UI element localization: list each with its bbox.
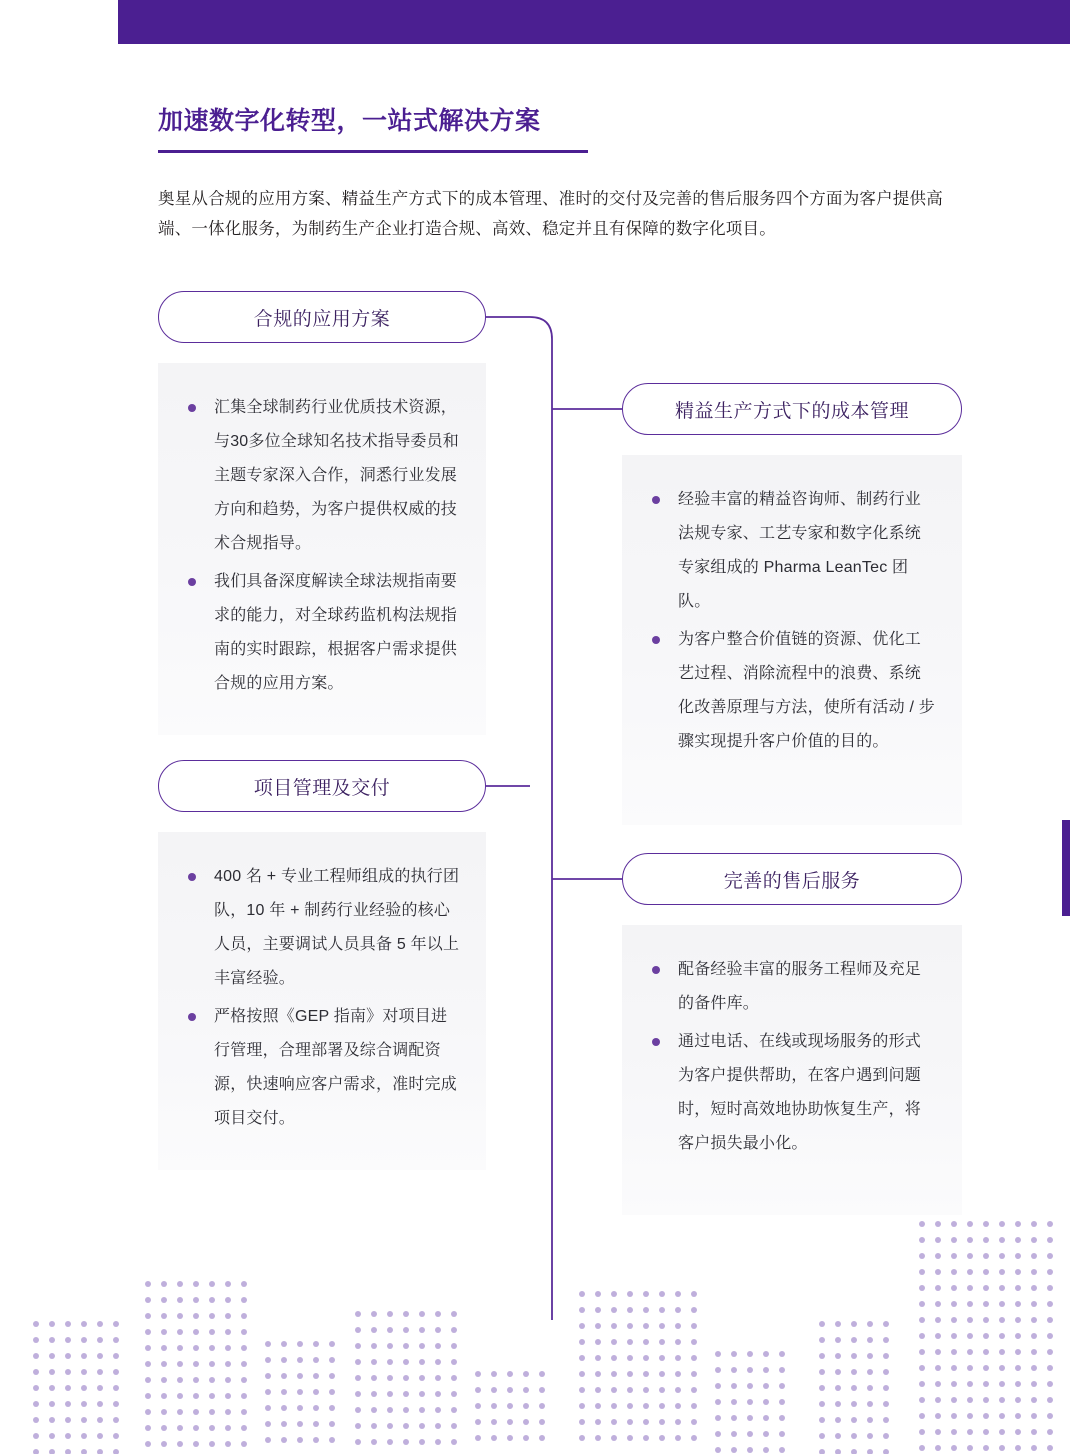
list-item xyxy=(184,1000,460,1136)
card-cost-label: 精益生产方式下的成本管理 xyxy=(674,400,909,422)
card-project-delivery xyxy=(158,760,486,1170)
list-item xyxy=(648,953,936,1021)
top-purple-band xyxy=(118,0,1070,44)
bullet-dot-icon xyxy=(188,578,196,586)
card-compliance-label: 合规的应用方案 xyxy=(253,308,391,330)
card-project-label: 项目管理及交付 xyxy=(253,777,391,799)
card-cost-panel xyxy=(622,455,962,825)
card-service-bullet-list xyxy=(648,953,936,1161)
card-project-bullet-list xyxy=(184,860,460,1136)
list-item-text: 汇集全球制药行业优质技术资源，与30多位全球知名技术指导委员和主题专家深入合作，洞悉行业发展方向和趋势，为客户提供权威的技术合规指导。 xyxy=(214,399,459,552)
page-title: 加速数字化转型，一站式解决方案 xyxy=(158,107,541,135)
card-service-tab[interactable] xyxy=(622,853,962,905)
right-edge-purple-tab xyxy=(1062,820,1070,916)
list-item-text: 通过电话、在线或现场服务的形式为客户提供帮助，在客户遇到问题时，短时高效地协助恢复生产，将客户损失最小化。 xyxy=(678,1033,922,1152)
list-item xyxy=(648,1025,936,1161)
card-compliance-bullet-list xyxy=(184,391,460,701)
intro-paragraph: 奥星从合规的应用方案、精益生产方式下的成本管理、准时的交付及完善的售后服务四个方面为客户提供高端、一体化服务，为制药生产企业打造合规、高效、稳定并且有保障的数字化项目。 xyxy=(158,190,943,238)
bullet-dot-icon xyxy=(652,496,660,504)
list-item-text: 严格按照《GEP 指南》对项目进行管理，合理部署及综合调配资源，快速响应客户需求，准时完成项目交付。 xyxy=(214,1008,458,1127)
bullet-dot-icon xyxy=(652,1038,660,1046)
card-service-panel xyxy=(622,925,962,1215)
card-cost-management xyxy=(622,383,962,825)
title-underline xyxy=(158,150,588,153)
list-item xyxy=(648,623,936,759)
list-item-text: 我们具备深度解读全球法规指南要求的能力，对全球药监机构法规指南的实时跟踪，根据客户需求提供合规的应用方案。 xyxy=(214,573,458,692)
card-compliance-tab[interactable] xyxy=(158,291,486,343)
bullet-dot-icon xyxy=(188,404,196,412)
list-item xyxy=(648,483,936,619)
card-cost-tab[interactable] xyxy=(622,383,962,435)
list-item-text: 400 名 + 专业工程师组成的执行团队，10 年 + 制药行业经验的核心人员，主要调试人员具备 5 年以上丰富经验。 xyxy=(214,868,460,987)
bullet-dot-icon xyxy=(652,966,660,974)
list-item-text: 为客户整合价值链的资源、优化工艺过程、消除流程中的浪费、系统化改善原理与方法，使所有活动 / 步骤实现提升客户价值的目的。 xyxy=(678,631,935,750)
card-cost-bullet-list xyxy=(648,483,936,759)
card-compliance-panel xyxy=(158,363,486,735)
page-header xyxy=(158,104,958,153)
list-item xyxy=(184,391,460,561)
list-item xyxy=(184,860,460,996)
list-item-text: 配备经验丰富的服务工程师及充足的备件库。 xyxy=(678,961,922,1012)
bullet-dot-icon xyxy=(188,873,196,881)
list-item-text: 经验丰富的精益咨询师、制药行业法规专家、工艺专家和数字化系统专家组成的 Pharma LeanTec 团队。 xyxy=(678,491,922,610)
card-after-sales-service xyxy=(622,853,962,1215)
bullet-dot-icon xyxy=(188,1013,196,1021)
list-item xyxy=(184,565,460,701)
bullet-dot-icon xyxy=(652,636,660,644)
card-project-panel xyxy=(158,832,486,1170)
card-project-tab[interactable] xyxy=(158,760,486,812)
card-service-label: 完善的售后服务 xyxy=(723,870,861,892)
card-compliance xyxy=(158,291,486,735)
